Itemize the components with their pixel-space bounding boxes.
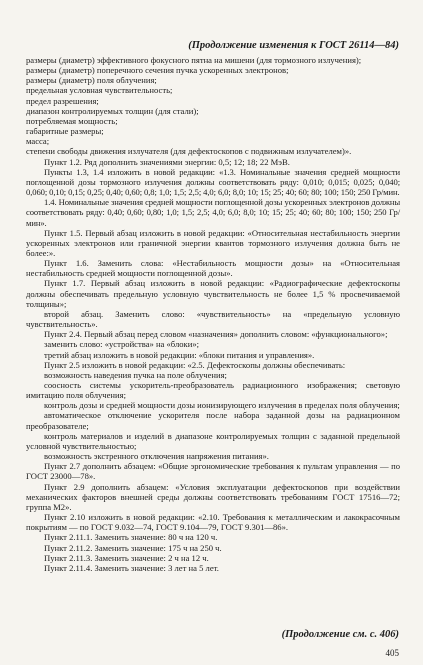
paragraph: автоматическое отключение ускорителя после набора заданной дозы на радиационном преобразователе; — [26, 410, 400, 431]
paragraph: заменить слово: «устройства» на «блоки»; — [44, 339, 200, 350]
paragraph: Пункт 1.2. Ряд дополнить значениями энергии: 0,5; 12; 18; 22 МэВ. — [44, 156, 290, 167]
paragraph: Пункт 2.11.2. Заменить значение: 175 ч на 250 ч. — [44, 542, 222, 553]
paragraph: Пункт 2.4. Первый абзац перед словом «назначения» дополнить словом: «функционального»; — [44, 329, 388, 340]
paragraph: масса; — [26, 136, 50, 147]
paragraph: контроль дозы и средней мощности дозы ионизирующего излучения в пределах поля облучения; — [44, 400, 400, 411]
paragraph: возможность наведения пучка на поле облучения; — [44, 369, 227, 380]
page-footer: (Продолжение см. с. 406) — [281, 629, 399, 640]
paragraph: размеры (диаметр) поперечного сечения пучка ускоренных электронов; — [26, 65, 289, 76]
paragraph: Пункт 2.11.1. Заменить значение: 80 ч на 120 ч. — [44, 532, 218, 543]
paragraph: диапазон контролируемых толщин (для стали); — [26, 105, 199, 116]
paragraph: Пункт 2.10 изложить в новой редакции: «2.10. Требования к металлическим и лакокрасочным покрытиям — по ГОСТ 9.032—74, ГОСТ 9.104—79, ГОСТ 9.301—86». — [26, 512, 400, 533]
paragraph: размеры (диаметр) поля облучения; — [26, 75, 157, 86]
paragraph: 1.4. Номинальные значения средней мощности поглощенной дозы ускоренных электронов должны соответствовать ряду: 0,40; 0,60; 0,80; 1,0; 1,5; 2,5; 4,0; 6,0; 8,0; 10; 15; 25; 40; 60; 80; 100; 150; 250 Гр/мин». — [26, 197, 400, 228]
paragraph: габаритные размеры; — [26, 126, 104, 137]
paragraph: Пункт 1.5. Первый абзац изложить в новой редакции: «Относительная нестабильность энергии ускоренных электронов или граничной энергии квантов тормозного излучения должна быть не более:». — [26, 227, 400, 258]
paragraph: предел разрешения; — [26, 95, 99, 106]
paragraph: Пункт 1.7. Первый абзац изложить в новой редакции: «Радиографические дефектоскопы должны обеспечивать предельную условную чувствительность не более 1,5 % просвечиваемой толщины»; — [26, 278, 400, 309]
paragraph: степени свободы движения излучателя (для дефектоскопов с подвижным излучателем)». — [26, 146, 352, 157]
paragraph: Пункт 2.11.4. Заменить значение: 3 лет на 5 лет. — [44, 562, 219, 573]
paragraph: Пункт 2.11.3. Заменить значение: 2 ч на 12 ч. — [44, 552, 209, 563]
page-number: 405 — [385, 648, 399, 658]
paragraph: второй абзац. Заменить слово: «чувствительность» на «предельную условную чувствительность». — [26, 308, 400, 330]
paragraph: Пункт 2.9 дополнить абзацем: «Условия эксплуатации дефектоскопов при воздействии механических факторов внешней среды должны соответствовать требованиям ГОСТ 17516—72; группа М2». — [26, 481, 400, 512]
paragraph: предельная условная чувствительность; — [26, 85, 173, 96]
paragraph: Пункты 1.3, 1.4 изложить в новой редакции: «1.3. Номинальные значения средней мощности поглощенной дозы тормозного излучения должны соответствовать ряду: 0,010; 0,015; 0,025; 0,040; 0,060; 0,10; 0,15; 0,25; 0,40; 0,60; 0,8; 1,0; 1,5; 2,5; 4,0; 6,0; 8,0; 10; 15; 25; 40; 60; 80; 100; 150; 250 Гр/мин. — [26, 166, 400, 198]
paragraph: возможность экстренного отключения напряжения питания». — [44, 451, 269, 462]
paragraph: Пункт 1.6. Заменить слова: «Нестабильность мощности дозы» на «Относительная нестабильность средней мощности поглощенной дозы». — [26, 258, 400, 279]
page-header: (Продолжение изменения к ГОСТ 26114—84) — [188, 40, 399, 51]
paragraph: Пункт 2.5 изложить в новой редакции: «2.5. Дефектоскопы должны обеспечивать: — [44, 359, 346, 370]
paragraph: Пункт 2.7 дополнить абзацем: «Общие эргономические требования к пультам управления — по ГОСТ 23000—78». — [26, 461, 400, 482]
paragraph: соосность системы ускоритель-преобразователь радиационного изображения; световую имитацию поля облучения; — [26, 380, 400, 401]
paragraph: размеры (диаметр) эффективного фокусного пятна на мишени (для тормозного излучения); — [26, 55, 362, 65]
paragraph: контроль материалов и изделий в диапазоне контролируемых толщин с заданной предельной условной чувствительностью; — [26, 430, 400, 451]
paragraph: потребляемая мощность; — [26, 115, 118, 126]
document-body — [26, 55, 400, 573]
paragraph: третий абзац изложить в новой редакции: «блоки питания и управления». — [44, 349, 315, 360]
